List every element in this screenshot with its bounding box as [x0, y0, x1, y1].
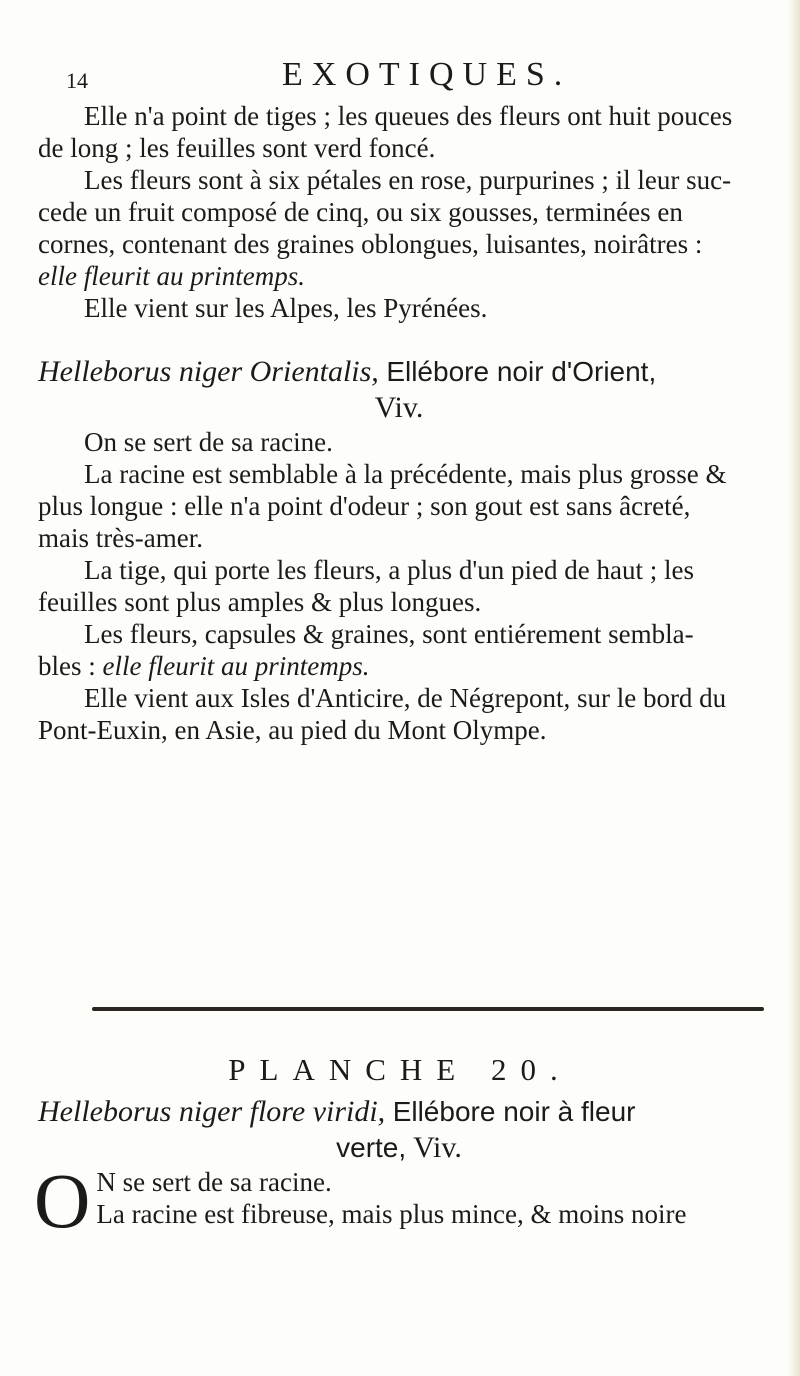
text-line: mais très-amer. [38, 523, 203, 553]
section-divider [92, 1007, 764, 1011]
plate-title: PLANCHE 20. [228, 1052, 572, 1087]
entry-heading-cont [38, 1130, 760, 1166]
text-line: cede un fruit composé de cinq, ou six gousses, terminées en [38, 197, 683, 227]
text-line: La racine est fibreuse, mais plus mince, & moins noire [96, 1199, 687, 1229]
habitat-line: Elle vient aux Isles d'Anticire, de Négrepont, sur le bord du [84, 683, 727, 713]
entry-tag: Viv. [413, 1131, 462, 1164]
french-name: Ellébore noir d'Orient, [386, 356, 657, 387]
text-line: plus longue : elle n'a point d'odeur ; son gout est sans âcreté, [38, 491, 691, 521]
text-line: La tige, qui porte les fleurs, a plus d'un pied de haut ; les [84, 555, 694, 585]
bloom-note: elle fleurit au printemps. [102, 651, 370, 681]
bloom-note: elle fleurit au printemps. [38, 261, 305, 291]
text-line: N se sert de sa racine. [96, 1167, 332, 1197]
entry-helleborus-viridi [34, 1094, 760, 1244]
entry-helleborus-orientalis [38, 340, 760, 746]
drop-cap: O [34, 1157, 91, 1244]
entry-heading [38, 354, 760, 390]
text-fragment: bles : [38, 651, 96, 681]
text-line: On se sert de sa racine. [84, 427, 333, 457]
text-line: La racine est semblable à la précédente, mais plus grosse & [84, 459, 727, 489]
habitat-line: Elle vient sur les Alpes, les Pyrénées. [84, 293, 488, 323]
text-line: Les fleurs sont à six pétales en rose, purpurines ; il leur suc- [84, 165, 732, 195]
dropcap-paragraph [34, 1157, 760, 1244]
latin-name: Helleborus niger flore viridi, [38, 1095, 386, 1128]
text-line: de long ; les feuilles sont verd foncé. [38, 133, 436, 163]
page-number: 14 [66, 68, 88, 93]
section-continuation [38, 100, 760, 324]
french-name: verte, [336, 1132, 407, 1163]
text-line: Les fleurs, capsules & graines, sont entiérement sembla- [84, 619, 694, 649]
text-line: feuilles sont plus amples & plus longues. [38, 587, 482, 617]
text-line: cornes, contenant des graines oblongues, luisantes, noirâtres : [38, 229, 703, 259]
text-line: Elle n'a point de tiges ; les queues des fleurs ont huit pouces [84, 101, 733, 131]
page-header [66, 56, 746, 96]
habitat-line: Pont-Euxin, en Asie, au pied du Mont Olympe. [38, 715, 547, 745]
entry-heading [38, 1094, 760, 1130]
running-title: EXOTIQUES. [282, 56, 572, 93]
entry-tag: Viv. [374, 391, 424, 424]
latin-name: Helleborus niger Orientalis, [38, 355, 379, 388]
text-line-with-bloom [38, 650, 760, 682]
french-name: Ellébore noir à fleur [392, 1096, 636, 1127]
